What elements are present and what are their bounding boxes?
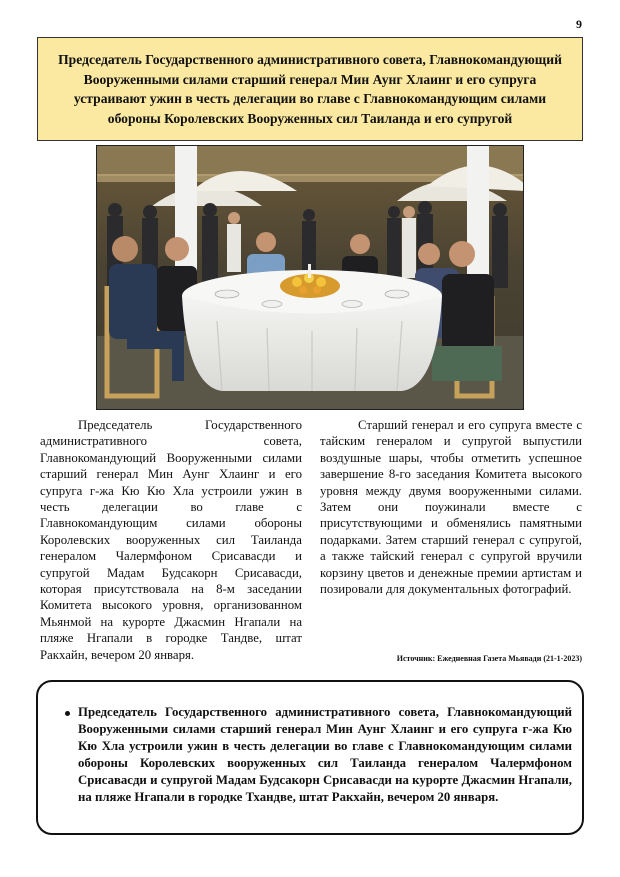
summary-item bbox=[78, 704, 572, 806]
headline: Председатель Государственного административного совета, Главнокомандующий Вооруженными силами старший генерал Мин Аунг Хлаинг и его супруга устраивают ужин в честь делегации во главе с Главнокомандующим силами обороны Королевских Вооруженных сил Таиланда и его супругой bbox=[58, 52, 562, 126]
source-citation: Источник: Ежедневная Газета Мьявади (21-1-2023) bbox=[396, 654, 582, 663]
dinner-photo bbox=[96, 145, 524, 410]
summary-list bbox=[64, 704, 572, 806]
summary-box bbox=[36, 680, 584, 835]
article-left-column: Председатель Государственного административного совета, Главнокомандующий Вооруженными силами старший генерал Мин Аунг Хлаинг и его супруга г-жа Кю Кю Хла устроили ужин в честь делегации во главе с Главнокомандующим силами обороны Королевских вооруженных сил Таиланда генералом Чалермфоном Срисавасди и супругой Мадам Будсакорн Срисавасди, которая присутствовала на 8-м заседании Комитета высокого уровня, организованном Мьянмой на курорте Джасмин Нгапали на пляже Нгапали в городке Тандве, штат Ракхайн, вечером 20 января. bbox=[40, 418, 302, 662]
summary-text: Председатель Государственного административного совета, Главнокомандующий Вооруженными силами старший генерал Мин Аунг Хлаинг и его супруга г-жа Кю Кю Хла устроили ужин в честь делегации во главе с Главнокомандующим силами обороны Королевских вооруженных сил Таиланда генералом Чалермфоном Срисавасди и супругой Мадам Будсакорн Срисавасди на курорте Джасмин Нгапали, на пляже Нгапали в городке Тхандве, штат Ракхайн, вечером 20 января. bbox=[78, 705, 572, 804]
article-right-column: Старший генерал и его супруга вместе с тайским генералом и супругой выпустили воздушные шары, чтобы отметить успешное завершение 8-го заседания Комитета высокого уровня между двумя вооруженными силами. Затем они поужинали вместе с присутствующими и обменялись памятными подарками. Затем старший генерал с супругой, а также тайский генерал с супругой вручили корзину цветов и денежные премии артистам и позировали для документальных фотографий. bbox=[320, 418, 582, 597]
dinner-scene-illustration bbox=[97, 146, 524, 410]
headline-box bbox=[37, 37, 583, 141]
bullet-icon bbox=[65, 711, 70, 716]
page-number: 9 bbox=[576, 17, 582, 31]
